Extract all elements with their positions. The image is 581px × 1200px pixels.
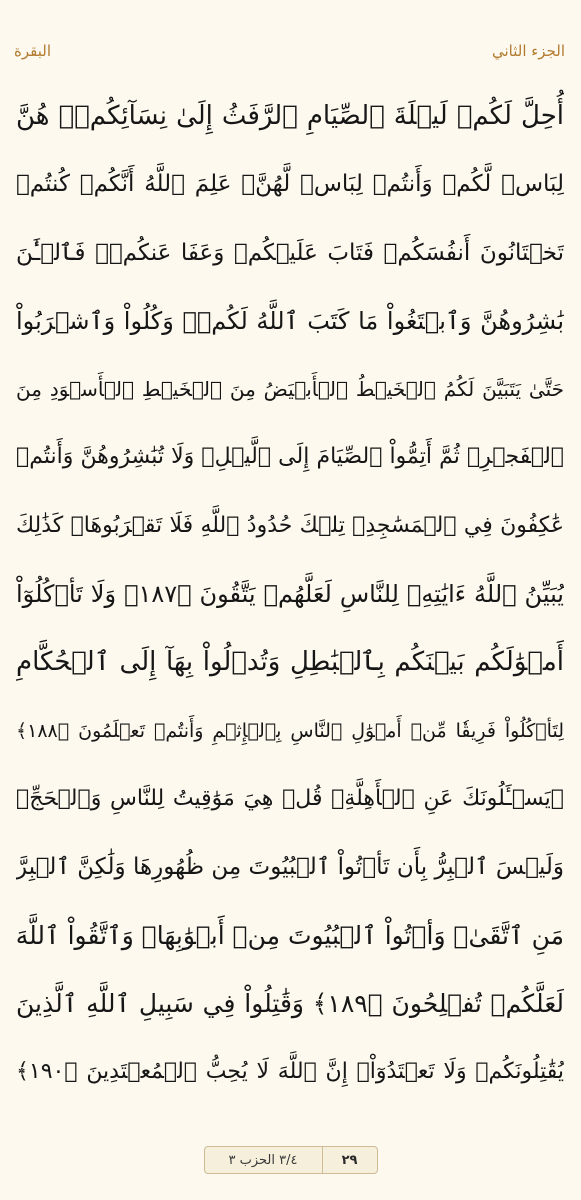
verse-line: عَٰكِفُونَ فِي ٱلۡمَسَٰجِدِۗ تِلۡكَ حُدُودُ ٱللَّهِ فَلَا تَقۡرَبُوهَاۗ كَذَٰلِكَ bbox=[16, 512, 564, 538]
verse-line: وَلَيۡسَ ٱلۡبِرُّ بِأَن تَأۡتُواْ ٱلۡبُيُوتَ مِن ظُهُورِهَا وَلَٰكِنَّ ٱلۡبِرَّ bbox=[16, 854, 564, 881]
page-footer bbox=[204, 1146, 378, 1174]
verse-line: تَخۡتَانُونَ أَنفُسَكُمۡ فَتَابَ عَلَيۡكُمۡ وَعَفَا عَنكُمۡۖ فَٱلۡـَٰٔنَ bbox=[16, 239, 564, 266]
verse-line: لِبَاسٞ لَّكُمۡ وَأَنتُمۡ لِبَاسٞ لَّهُنَّۗ عَلِمَ ٱللَّهُ أَنَّكُمۡ كُنتُمۡ bbox=[16, 171, 564, 198]
verse-line: ٱلۡفَجۡرِۖ ثُمَّ أَتِمُّواْ ٱلصِّيَامَ إِلَى ٱلَّيۡلِۚ وَلَا تُبَٰشِرُوهُنَّ وَأَنتُمۡ bbox=[16, 444, 564, 470]
verse-line: حَتَّىٰ يَتَبَيَّنَ لَكُمُ ٱلۡخَيۡطُ ٱلۡأَبۡيَضُ مِنَ ٱلۡخَيۡطِ ٱلۡأَسۡوَدِ مِنَ bbox=[16, 377, 564, 402]
verse-line: لَعَلَّكُمۡ تُفۡلِحُونَ ﴿١٨٩﴾ وَقَٰتِلُواْ فِي سَبِيلِ ٱللَّهِ ٱلَّذِينَ bbox=[16, 988, 564, 1018]
hizb-indicator: ٣/٤ الحزب ٣ bbox=[228, 1152, 298, 1168]
verse-line: يُقَٰتِلُونَكُمۡ وَلَا تَعۡتَدُوٓاْۚ إِنَّ ٱللَّهَ لَا يُحِبُّ ٱلۡمُعۡتَدِينَ ﴿١٩٠﴾ bbox=[16, 1059, 564, 1085]
verse-line: ۞يَسۡـَٔلُونَكَ عَنِ ٱلۡأَهِلَّةِۖ قُلۡ هِيَ مَوَٰقِيتُ لِلنَّاسِ وَٱلۡحَجِّۗ bbox=[16, 785, 564, 811]
juz-label: الجزء الثاني bbox=[491, 42, 565, 60]
verse-block bbox=[16, 82, 564, 1106]
surah-label: البقرة bbox=[14, 42, 51, 60]
verse-line: بَٰشِرُوهُنَّ وَٱبۡتَغُواْ مَا كَتَبَ ٱللَّهُ لَكُمۡۚ وَكُلُواْ وَٱشۡرَبُواْ bbox=[16, 306, 564, 335]
verse-line: يُبَيِّنُ ٱللَّهُ ءَايَٰتِهِۦ لِلنَّاسِ لَعَلَّهُمۡ يَتَّقُونَ ﴿١٨٧﴾ وَلَا تَأۡكُلُوٓاْ bbox=[16, 580, 564, 609]
verse-line: أُحِلَّ لَكُمۡ لَيۡلَةَ ٱلصِّيَامِ ٱلرَّفَثُ إِلَىٰ نِسَآئِكُمۡۚ هُنَّ bbox=[16, 101, 564, 131]
page-header bbox=[14, 38, 565, 64]
verse-line: أَمۡوَٰلَكُم بَيۡنَكُم بِٱلۡبَٰطِلِ وَتُدۡلُواْ بِهَآ إِلَى ٱلۡحُكَّامِ bbox=[16, 647, 564, 678]
verse-line: مَنِ ٱتَّقَىٰۗ وَأۡتُواْ ٱلۡبُيُوتَ مِنۡ أَبۡوَٰبِهَاۚ وَٱتَّقُواْ ٱللَّهَ bbox=[16, 920, 564, 950]
page-number: ٢٩ bbox=[322, 1147, 377, 1173]
verse-line: لِتَأۡكُلُواْ فَرِيقٗا مِّنۡ أَمۡوَٰلِ ٱلنَّاسِ بِٱلۡإِثۡمِ وَأَنتُمۡ تَعۡلَمُونَ ﴿١٨٨﴾ bbox=[16, 719, 564, 742]
